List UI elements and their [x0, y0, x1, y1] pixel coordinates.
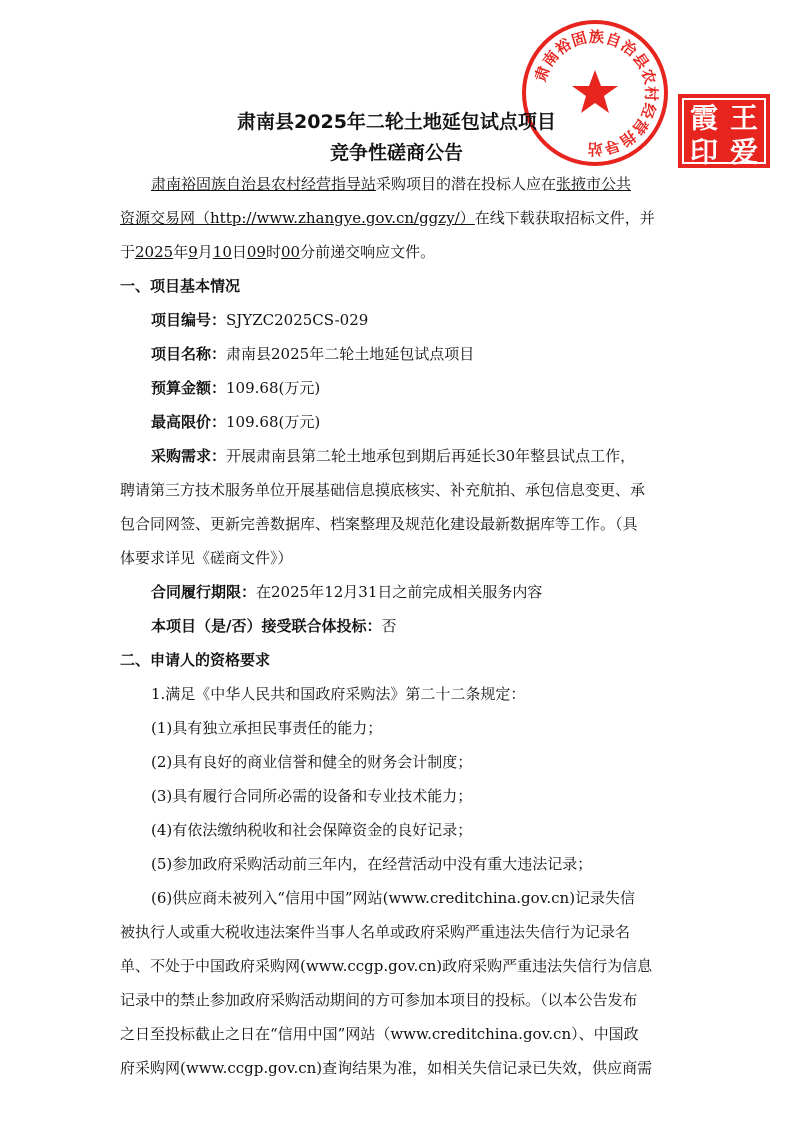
seal-char: 营: [628, 114, 652, 138]
seal-char: 村: [641, 86, 661, 102]
platform-name: 张掖市公共: [556, 175, 632, 193]
seal-char: 固: [569, 28, 589, 51]
doc-title-line1: 肃南县2025年二轮土地延包试点项目: [237, 111, 556, 133]
qualification-item6-line: 单、不处于中国政府采购网(www.ccgp.gov.cn)政府采购严重违法失信行为信息: [120, 957, 653, 975]
seal-char: 治: [617, 36, 641, 61]
section1-heading: 一、项目基本情况: [120, 277, 241, 295]
seal-char: 县: [629, 49, 653, 73]
demand-row-3: 包合同网签、更新完善数据库、档案整理及规范化建设最新数据库等工作。（具: [120, 515, 638, 533]
seal-char: 裕: [552, 35, 575, 59]
stamp-char: 霞: [689, 101, 719, 135]
qualification-intro: 1.满足《中华人民共和国政府采购法》第二十二条规定：: [151, 685, 526, 703]
project-no-row: 项目编号：SJYZC2025CS-029: [151, 311, 369, 329]
max-price-row: 最高限价：109.68(万元): [151, 413, 321, 431]
seal-char: 农: [637, 66, 660, 87]
consortium-row: 本项目（是/否）接受联合体投标：否: [151, 617, 397, 635]
qualification-item: (4)有依法缴纳税收和社会保障资金的良好记录；: [151, 821, 473, 839]
qualification-item: (2)具有良好的商业信誉和健全的财务会计制度；: [151, 753, 473, 771]
seal-char: 肃: [531, 63, 554, 84]
qualification-item: (3)具有履行合同所必需的设备和专业技术能力；: [151, 787, 473, 805]
platform-link[interactable]: 资源交易网（http://www.zhangye.gov.cn/ggzy/）: [120, 209, 475, 227]
demand-row-1: 采购需求：开展肃南县第二轮土地承包到期后再延长30年整县试点工作，: [151, 447, 636, 465]
seal-char: 南: [539, 47, 563, 71]
project-name-row: 项目名称：肃南县2025年二轮土地延包试点项目: [151, 345, 475, 363]
budget-row: 预算金额：109.68(万元): [151, 379, 321, 397]
intro-line-1: 肃南裕固族自治县农村经营指导站采购项目的潜在投标人应在张掖市公共: [151, 175, 632, 193]
qualification-item: (1)具有独立承担民事责任的能力；: [151, 719, 383, 737]
demand-row-4: 体要求详见《磋商文件》）: [120, 549, 293, 567]
qualification-item6-line: 记录中的禁止参加政府采购活动期间的方可参加本项目的投标。（以本公告发布: [120, 991, 638, 1009]
stamp-char: 王: [729, 101, 759, 135]
qualification-item6-line: 府采购网(www.ccgp.gov.cn)查询结果为准，如相关失信记录已失效，供应商需: [120, 1059, 653, 1077]
seal-char: 导: [602, 135, 623, 158]
qualification-item6-line: 被执行人或重大税收违法案件当事人名单或政府采购严重违法失信行为记录名: [120, 923, 631, 941]
doc-title-line2: 竞争性磋商公告: [329, 142, 463, 164]
intro-line-2: 资源交易网（http://www.zhangye.gov.cn/ggzy/）在线下载获取招标文件，并: [120, 209, 655, 227]
seal-char: 自: [603, 29, 624, 52]
stamp-char: 印: [689, 135, 719, 169]
seal-char: 族: [588, 27, 605, 47]
demand-row-2: 聘请第三方技术服务单位开展基础信息摸底核实、补充航拍、承包信息变更、承: [120, 481, 646, 499]
seal-char: 指: [616, 126, 640, 151]
qualification-item6-line: (6)供应商未被列入“信用中国”网站(www.creditchina.gov.cn)记录失信: [151, 889, 636, 907]
seal-char: 站: [587, 140, 603, 158]
stamp-char: 爱: [729, 135, 759, 169]
section2-heading: 二、申请人的资格要求: [120, 651, 271, 669]
intro-line-3: 于2025年9月10日09时00分前递交响应文件。: [120, 243, 436, 261]
qualification-item6-line: 之日至投标截止之日在“信用中国”网站（www.creditchina.gov.cn）、中国政: [120, 1025, 639, 1043]
agency-name: 肃南裕固族自治县农村经营指导站: [151, 175, 377, 193]
period-row: 合同履行期限：在2025年12月31日之前完成相关服务内容: [151, 583, 543, 601]
qualification-item: (5)参加政府采购活动前三年内，在经营活动中没有重大违法记录；: [151, 855, 593, 873]
seal-char: 经: [637, 100, 660, 121]
